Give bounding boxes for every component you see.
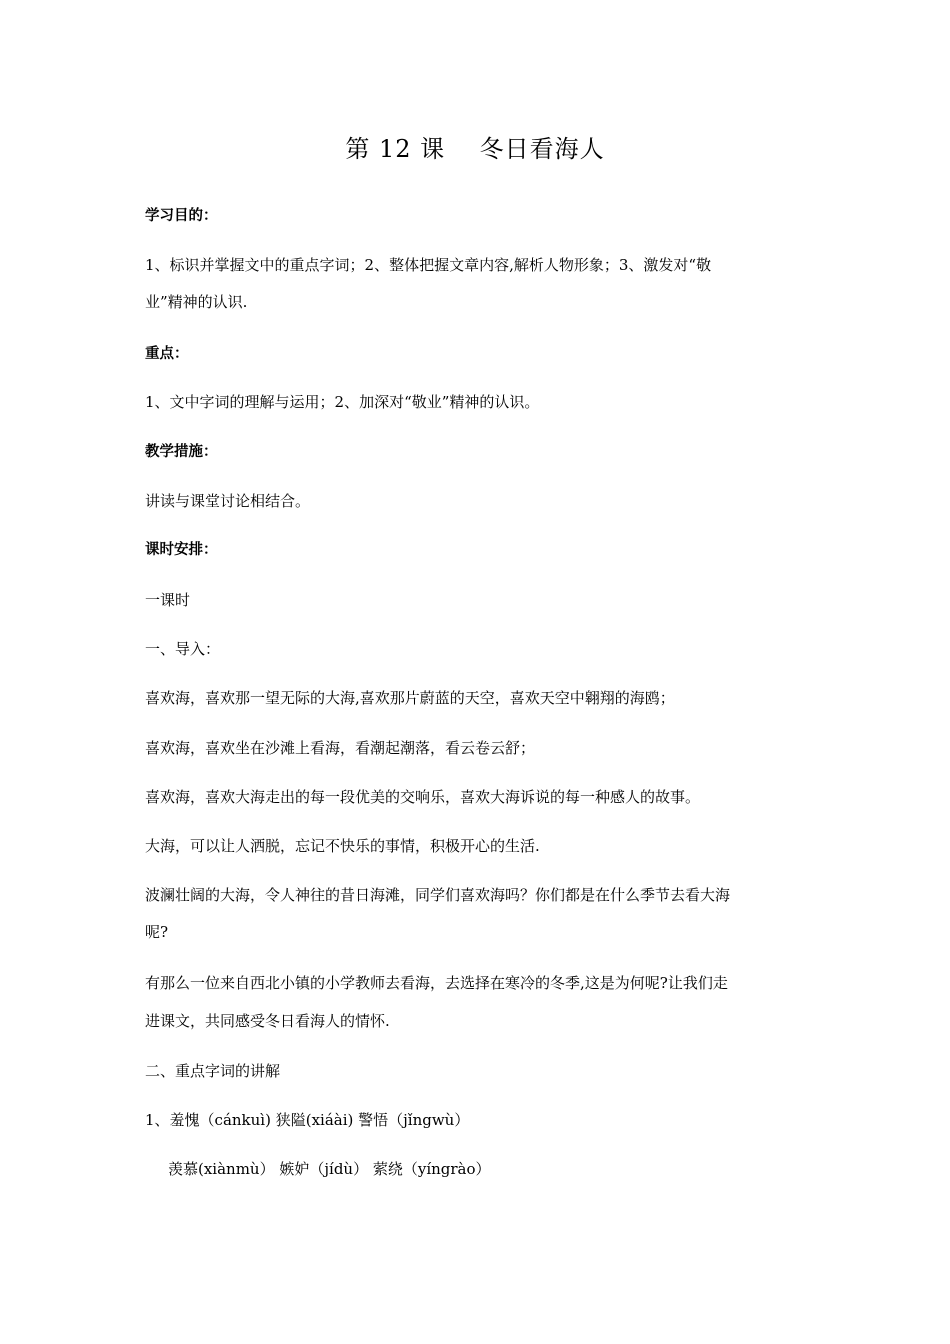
intro-heading: 一、导入： <box>145 640 221 658</box>
measures-heading: 教学措施： <box>145 444 218 460</box>
objectives-heading: 学习目的： <box>145 208 218 224</box>
intro-paragraph-6-line-2: 进课文，共同感受冬日看海人的情怀. <box>145 1012 390 1030</box>
schedule-text: 一课时 <box>145 591 191 609</box>
key-points-text: 1、文中字词的理解与运用；2、加深对“敬业”精神的认识。 <box>145 393 540 411</box>
objectives-line-2: 业”精神的认识. <box>145 293 248 311</box>
vocab-heading: 二、重点字词的讲解 <box>145 1062 281 1080</box>
intro-paragraph-3: 喜欢海，喜欢大海走出的每一段优美的交响乐，喜欢大海诉说的每一种感人的故事。 <box>145 788 701 806</box>
page-title: 第 12 课 冬日看海人 <box>345 135 605 163</box>
schedule-heading: 课时安排： <box>145 542 218 558</box>
vocab-line-2: 羡慕(xiànmù） 嫉妒（jídù） 萦绕（yíngrào） <box>168 1160 491 1178</box>
intro-paragraph-1: 喜欢海，喜欢那一望无际的大海,喜欢那片蔚蓝的天空，喜欢天空中翱翔的海鸥； <box>145 689 675 707</box>
intro-paragraph-6-line-1: 有那么一位来自西北小镇的小学教师去看海，去选择在寒冷的冬季,这是为何呢?让我们走 <box>145 974 728 992</box>
objectives-line-1: 1、标识并掌握文中的重点字词；2、整体把握文章内容,解析人物形象；3、激发对“敬 <box>145 256 712 274</box>
intro-paragraph-5-line-2: 呢? <box>145 923 169 941</box>
measures-text: 讲读与课堂讨论相结合。 <box>145 492 311 510</box>
intro-paragraph-4: 大海，可以让人洒脱，忘记不快乐的事情，积极开心的生活. <box>145 837 540 855</box>
intro-paragraph-5-line-1: 波澜壮阔的大海，令人神往的昔日海滩，同学们喜欢海吗？你们都是在什么季节去看大海 <box>145 886 731 904</box>
vocab-line-1: 1、羞愧（cánkuì) 狭隘(xiáài) 警悟（jǐngwù） <box>145 1111 470 1129</box>
intro-paragraph-2: 喜欢海，喜欢坐在沙滩上看海，看潮起潮落，看云卷云舒； <box>145 739 536 757</box>
key-points-heading: 重点： <box>145 346 189 362</box>
